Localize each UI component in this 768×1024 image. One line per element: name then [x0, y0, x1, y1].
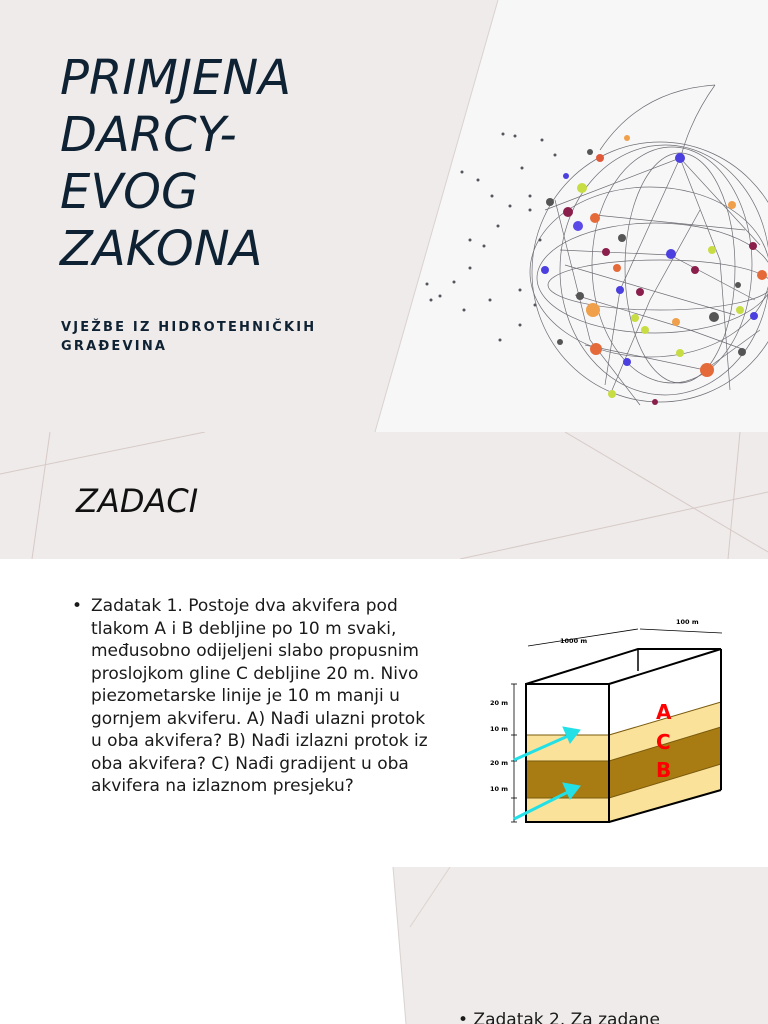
layer-b-front: [526, 798, 609, 822]
layer-label-1: 20 m: [490, 699, 509, 707]
task-slide: [0, 559, 768, 867]
bullet-glyph: •: [72, 596, 83, 616]
task-2-text: • Zadatak 2. Za zadane: [458, 1010, 660, 1024]
presentation-title: PRIMJENA DARCY-EVOG ZAKONA: [60, 50, 292, 277]
task-list: [72, 595, 437, 798]
section-slide: [0, 432, 768, 559]
presentation-subtitle: VJEŽBE IZ HIDROTEHNIČKIH GRAĐEVINA: [61, 320, 317, 354]
aquifer-a-letter: A: [656, 700, 672, 724]
width-label: 100 m: [676, 618, 699, 626]
dimension-arrows: [528, 629, 722, 646]
layer-label-4: 10 m: [490, 785, 509, 793]
layer-label-3: 20 m: [490, 759, 509, 767]
task-1-text: Zadatak 1. Postoje dva akvifera pod tlakom A i B debljine po 10 m svaki, međusobno odijeljeni slabo propusnim proslojkom gline C debljine 20 m. Nivo piezometarske linije je 10 m manji u gornjem akviferu. A) Nađi ulazni protok u oba akvifera? B) Nađi izlazni protok iz oba akvifera? C) Nađi gradijent u oba akvifera na izlaznom presjeku?: [91, 596, 428, 796]
clay-c-letter: C: [656, 730, 671, 754]
aquifer-diagram: [488, 609, 758, 839]
aquifer-b-letter: B: [656, 758, 672, 782]
title-slide: [0, 0, 768, 432]
section-heading: ZADACI: [76, 482, 199, 520]
task-item: [72, 595, 437, 798]
length-label: 1000 m: [560, 637, 588, 645]
next-slide-partial: [0, 867, 768, 1024]
layer-label-2: 10 m: [490, 725, 509, 733]
next-slide-background: [0, 867, 768, 1024]
